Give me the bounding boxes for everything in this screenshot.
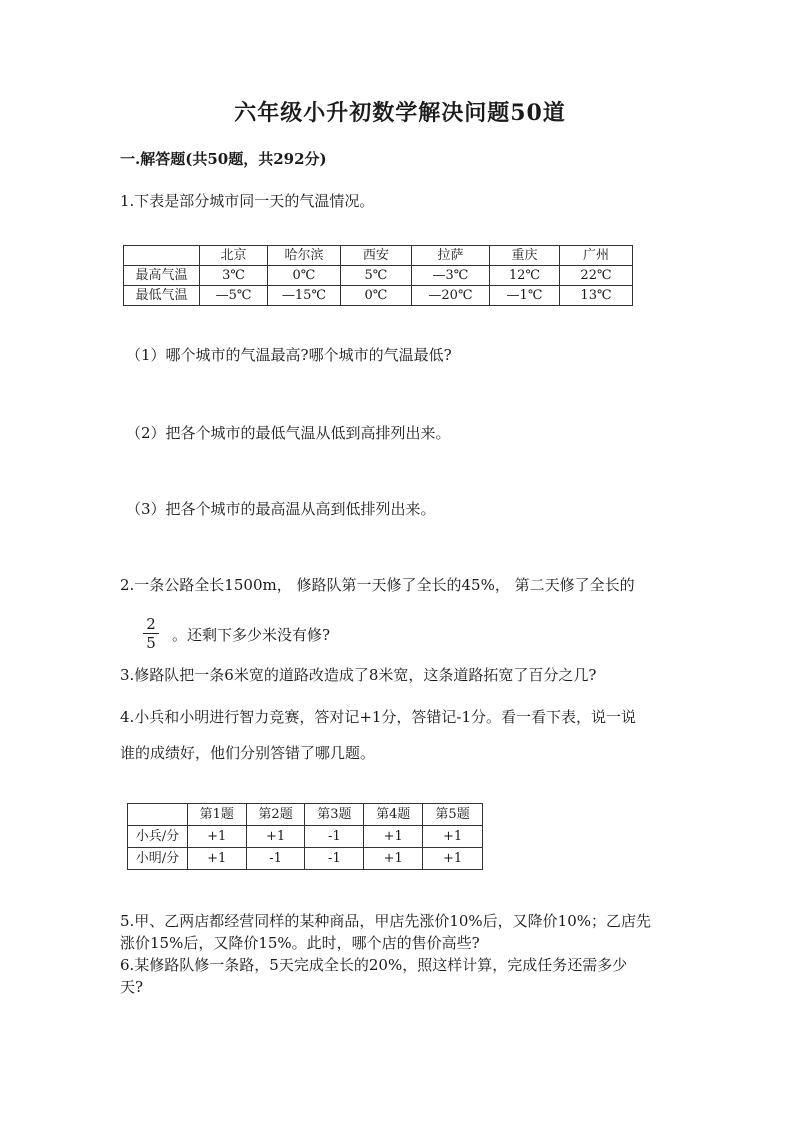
- question-2-line-2: 。还剩下多少米没有修?: [172, 626, 331, 644]
- table-cell: [124, 246, 200, 266]
- question-5-line-2: 涨价15%后，又降价15%。此时，哪个店的售价高些?: [120, 934, 480, 952]
- question-4-line-1: 4.小兵和小明进行智力竞赛，答对记+1分，答错记-1分。看一看下表，说一说: [120, 708, 637, 726]
- table-row: [128, 826, 483, 848]
- table-row-label: 最高气温: [124, 266, 200, 286]
- table-header-cell: 第2题: [246, 804, 305, 826]
- table-cell: +1: [187, 848, 246, 870]
- section-heading: 一.解答题(共50题，共292分): [120, 150, 327, 168]
- table-cell: -1: [305, 826, 364, 848]
- table-cell: 0℃: [267, 266, 340, 286]
- fraction-denominator: 5: [146, 634, 156, 652]
- table-cell: +1: [364, 848, 423, 870]
- table-header-cell: 西安: [340, 246, 411, 266]
- table-cell: —20℃: [411, 286, 489, 306]
- temperature-table: [123, 245, 633, 306]
- table-header-cell: 拉萨: [411, 246, 489, 266]
- page-title: 六年级小升初数学解决问题50道: [234, 100, 566, 126]
- table-cell: —5℃: [200, 286, 268, 306]
- table-row-label: 最低气温: [124, 286, 200, 306]
- table-cell: 12℃: [489, 266, 559, 286]
- fraction-two-fifths: [143, 616, 159, 651]
- question-5-line-1: 5.甲、乙两店都经营同样的某种商品，甲店先涨价10%后，又降价10%；乙店先: [120, 912, 651, 930]
- question-6-line-1: 6.某修路队修一条路，5天完成全长的20%，照这样计算，完成任务还需多少: [120, 956, 628, 974]
- question-6-line-2: 天?: [120, 978, 144, 996]
- table-header-cell: 哈尔滨: [267, 246, 340, 266]
- question-3-text: 3.修路队把一条6米宽的道路改造成了8米宽，这条道路拓宽了百分之几?: [120, 666, 597, 684]
- quiz-score-table: [127, 803, 483, 870]
- table-cell: 0℃: [340, 286, 411, 306]
- table-cell: +1: [423, 848, 483, 870]
- table-cell: -1: [246, 848, 305, 870]
- table-cell: 22℃: [559, 266, 632, 286]
- table-header-cell: 第1题: [187, 804, 246, 826]
- table-cell: —3℃: [411, 266, 489, 286]
- table-cell: +1: [246, 826, 305, 848]
- table-header-cell: 北京: [200, 246, 268, 266]
- table-row-label: 小兵/分: [128, 826, 188, 848]
- table-cell: +1: [364, 826, 423, 848]
- question-1-text: 1.下表是部分城市同一天的气温情况。: [120, 192, 375, 210]
- fraction-numerator: 2: [143, 616, 159, 634]
- table-cell: 13℃: [559, 286, 632, 306]
- table-cell: [128, 804, 188, 826]
- question-1-sub-3: （3）把各个城市的最高温从高到低排列出来。: [126, 500, 436, 518]
- table-cell: —15℃: [267, 286, 340, 306]
- table-cell: —1℃: [489, 286, 559, 306]
- table-header-cell: 第3题: [305, 804, 364, 826]
- table-row: [124, 266, 633, 286]
- table-header-row: [128, 804, 483, 826]
- table-cell: +1: [423, 826, 483, 848]
- question-1-sub-2: （2）把各个城市的最低气温从低到高排列出来。: [126, 424, 451, 442]
- table-header-cell: 第4题: [364, 804, 423, 826]
- table-row-label: 小明/分: [128, 848, 188, 870]
- question-2-line-1: 2.一条公路全长1500m， 修路队第一天修了全长的45%， 第二天修了全长的: [120, 576, 635, 594]
- table-cell: 3℃: [200, 266, 268, 286]
- table-cell: -1: [305, 848, 364, 870]
- table-header-cell: 重庆: [489, 246, 559, 266]
- table-cell: +1: [187, 826, 246, 848]
- question-4-line-2: 谁的成绩好，他们分别答错了哪几题。: [120, 744, 376, 762]
- table-header-cell: 第5题: [423, 804, 483, 826]
- table-cell: 5℃: [340, 266, 411, 286]
- table-row: [124, 286, 633, 306]
- question-1-sub-1: （1）哪个城市的气温最高?哪个城市的气温最低?: [126, 346, 452, 364]
- table-row: [128, 848, 483, 870]
- table-header-row: [124, 246, 633, 266]
- table-header-cell: 广州: [559, 246, 632, 266]
